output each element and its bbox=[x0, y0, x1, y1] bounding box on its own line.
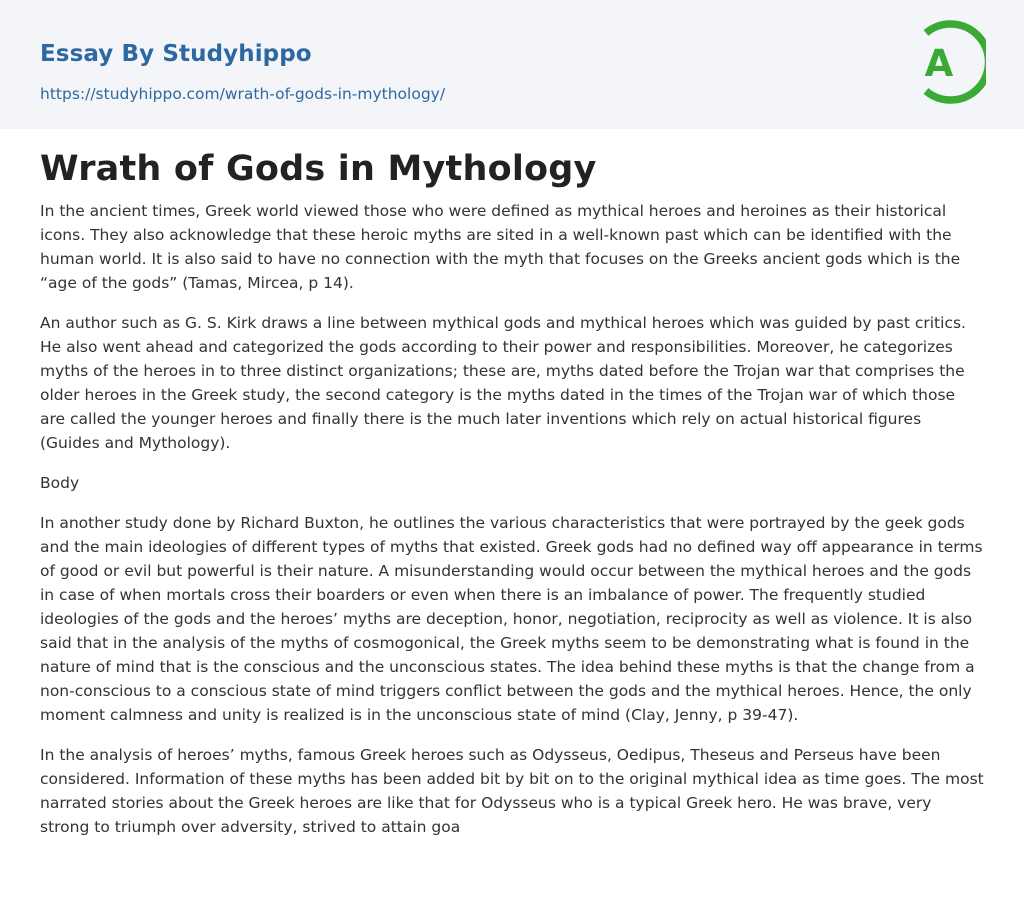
site-header bbox=[0, 0, 1024, 129]
paragraph-1: In the ancient times, Greek world viewed those who were defined as mythical heroes and heroines as their historical icons. They also acknowledge that these heroic myths are sited in a well-known past which can be identified with the human world. It is also said to have no connection with the myth that focuses on the Greeks ancient gods which is the “age of the gods” (Tamas, Mircea, p 14). bbox=[40, 202, 961, 292]
paragraph-4: In the analysis of heroes’ myths, famous Greek heroes such as Odysseus, Oedipus, Theseus and Perseus have been considered. Information of these myths has been added bit by bit on to the original mythical idea as time goes. The most narrated stories about the Greek heroes are like that for Odysseus who is a typical Greek hero. He was brave, very strong to triumph over adversity, strived to attain goa bbox=[40, 746, 984, 836]
section-heading-body: Body bbox=[40, 474, 80, 492]
article bbox=[0, 129, 1024, 839]
page-title: Wrath of Gods in Mythology bbox=[40, 149, 597, 189]
logo-letter: A bbox=[924, 42, 954, 85]
paragraph-2: An author such as G. S. Kirk draws a line between mythical gods and mythical heroes which was guided by past critics. He also went ahead and categorized the gods according to their power and responsibilities. Moreover, he categorizes myths of the heroes in to three distinct organizations; these are, myths dated before the Trojan war that comprises the older heroes in the Greek study, the second category is the myths dated in the times of the Trojan war of which those are called the younger heroes and finally there is the much later inventions which rely on actual historical figures (Guides and Mythology). bbox=[40, 314, 966, 452]
essay-url-link[interactable]: https://studyhippo.com/wrath-of-gods-in-mythology/ bbox=[40, 85, 446, 103]
studyhippo-logo-icon[interactable] bbox=[912, 19, 986, 105]
brand-title[interactable]: Essay By Studyhippo bbox=[40, 41, 312, 67]
paragraph-3: In another study done by Richard Buxton, he outlines the various characteristics that were portrayed by the geek gods and the main ideologies of different types of myths that existed. Greek gods had no defined way off appearance in terms of good or evil but powerful is their nature. A misunderstanding would occur between the mythical heroes and the gods in case of when mortals cross their boarders or even when there is an imbalance of power. The frequently studied ideologies of the gods and the heroes’ myths are deception, honor, negotiation, reciprocity as well as violence. It is also said that in the analysis of the myths of cosmogonical, the Greek myths seem to be demonstrating what is found in the nature of mind that is the conscious and the unconscious states. The idea behind these myths is that the change from a non-conscious to a conscious state of mind triggers conflict between the gods and the mythical heroes. Hence, the only moment calmness and unity is realized is in the unconscious state of mind (Clay, Jenny, p 39-47). bbox=[40, 514, 983, 724]
